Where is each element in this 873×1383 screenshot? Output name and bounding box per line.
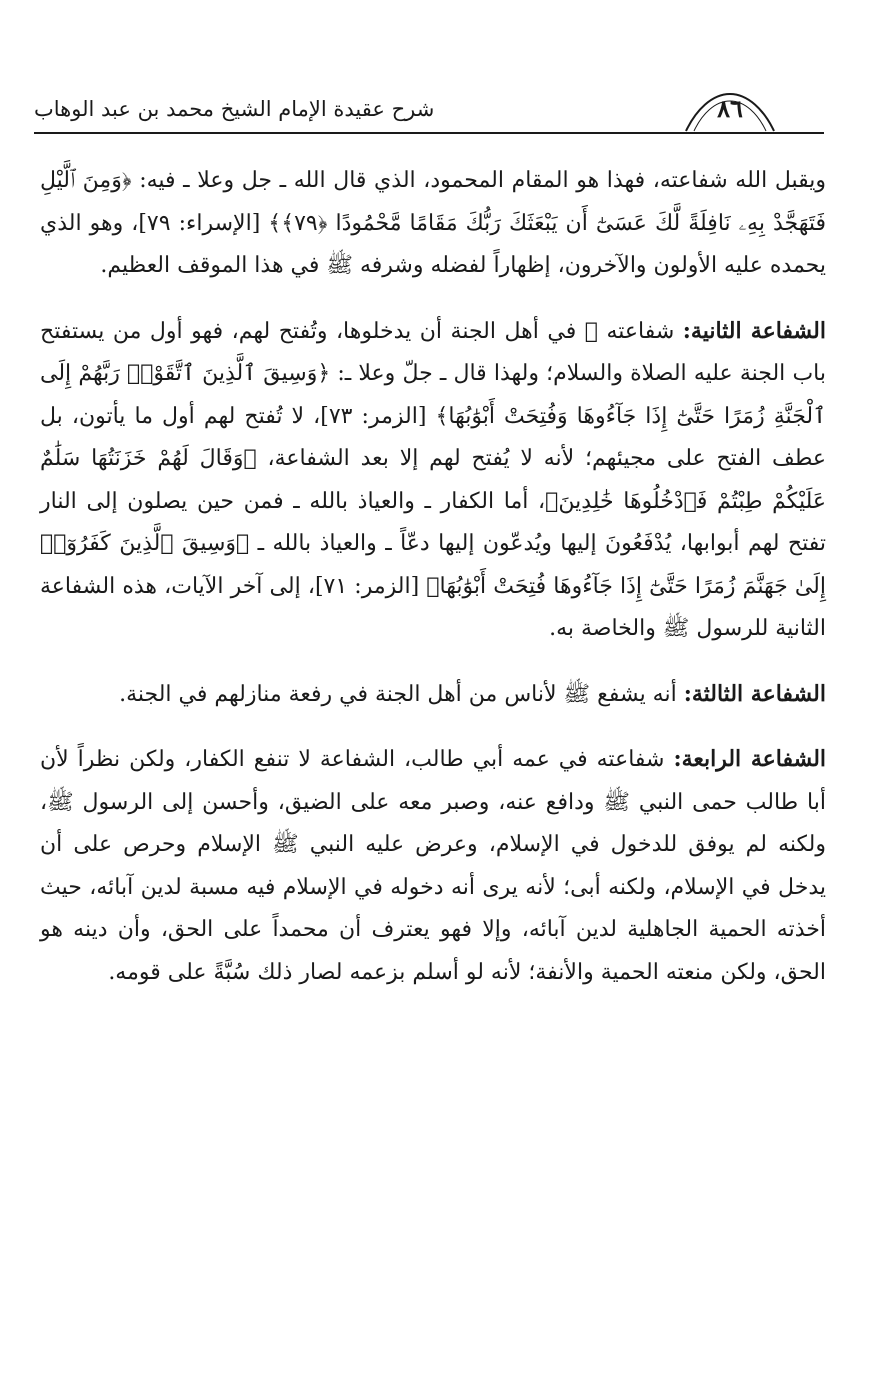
running-title: شرح عقيدة الإمام الشيخ محمد بن عبد الوهاب: [34, 97, 435, 121]
paragraph-3-text: أنه يشفع ﷺ لأناس من أهل الجنة في رفعة منازلهم في الجنة.: [119, 681, 684, 707]
paragraph-2: [40, 310, 826, 651]
page-header: [34, 88, 824, 134]
paragraph-2-heading: الشفاعة الثانية:: [682, 317, 826, 344]
header-divider: [34, 132, 824, 134]
paragraph-4-heading: الشفاعة الرابعة:: [673, 746, 827, 772]
page-number: ٨٦: [717, 94, 743, 123]
paragraph-4-text: شفاعته في عمه أبي طالب، الشفاعة لا تنفع الكفار، ولكن نظراً لأن أبا طالب حمى النبي ﷺ ودافع عنه، وصبر معه على الضيق، وأحسن إلى الرسول ﷺ، ولكنه لم يوفق للدخول في الإسلام، وعرض عليه النبي ﷺ الإسلام وحرص على أن يدخل في الإسلام، ولكنه أبى؛ لأنه يرى أنه دخوله في الإسلام فيه مسبة لدين آبائه، حيث أخذته الحمية الجاهلية لدين آبائه، وإلا فهو يعترف أن محمداً على الحق، وأن دينه هو الحق، ولكن منعته الحمية والأنفة؛ لأنه لو أسلم بزعمه لصار ذلك سُبَّةً على قومه.: [40, 747, 826, 985]
paragraph-1-text: ويقبل الله شفاعته، فهذا هو المقام المحمود، الذي قال الله ـ جل وعلا ـ فيه: ﴿وَمِنَ ٱلَّيْلِ فَتَهَجَّدْ بِهِۦ نَافِلَةً لَّكَ عَسَىٰٓ أَن يَبْعَثَكَ رَبُّكَ مَقَامًا مَّحْمُودًا ﴿٧٩﴾﴾ [الإسراء: ٧٩]، وهو الذي يحمده عليه الأولون والآخرون، إظهاراً لفضله وشرفه ﷺ في هذا الموقف العظيم.: [40, 168, 827, 278]
paragraph-1: [40, 160, 826, 288]
paragraph-4: [40, 738, 826, 994]
paragraph-2-text: شفاعته ﷺ في أهل الجنة أن يدخلوها، وتُفتح لهم، فهو أول من يستفتح باب الجنة عليه الصلاة والسلام؛ ولهذا قال ـ جلّ وعلا ـ: ﴿وَسِيقَ ٱلَّذِينَ ٱتَّقَوْا۟ رَبَّهُمْ إِلَى ٱلْجَنَّةِ زُمَرًا حَتَّىٰٓ إِذَا جَآءُوهَا وَفُتِحَتْ أَبْوَٰبُهَا﴾ [الزمر: ٧٣]، لا تُفتح لهم أول ما يأتون، بل عطف الفتح على مجيئهم؛ لأنه لا يُفتح لهم إلا بعد الشفاعة، ﴿وَقَالَ لَهُمْ خَزَنَتُهَا سَلَٰمٌ عَلَيْكُمْ طِبْتُمْ فَٱدْخُلُوهَا خَٰلِدِينَ﴾، أما الكفار ـ والعياذ بالله ـ فمن حين يصلون إلى النار تفتح لهم أبوابها، يُدْفَعُونَ إليها ويُدعّون إليها دعّاً ـ والعياذ بالله ـ ﴿وَسِيقَ ٱلَّذِينَ كَفَرُوٓا۟ إِلَىٰ جَهَنَّمَ زُمَرًا حَتَّىٰٓ إِذَا جَآءُوهَا فُتِحَتْ أَبْوَٰبُهَا﴾ [الزمر: ٧١]، إلى آخر الآيات، هذه الشفاعة الثانية للرسول ﷺ والخاصة به.: [40, 318, 826, 641]
paragraph-3: [40, 673, 826, 717]
page-body: [40, 160, 826, 1016]
paragraph-3-heading: الشفاعة الثالثة:: [683, 680, 826, 707]
page-number-badge: [682, 88, 778, 132]
